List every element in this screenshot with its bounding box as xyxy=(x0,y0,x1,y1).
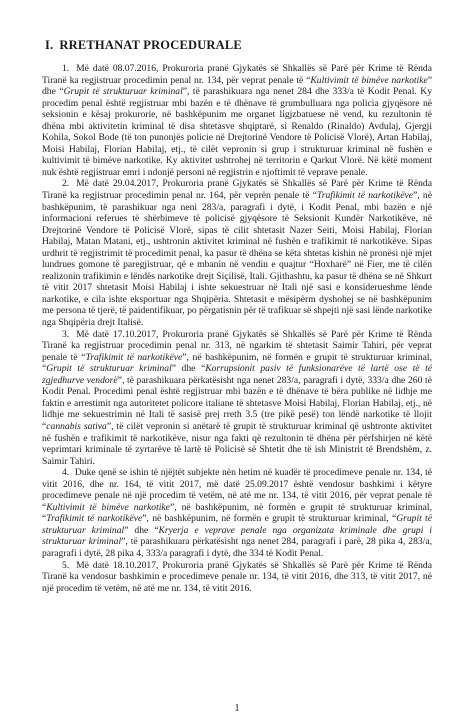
italic-quote: Trafikimit të narkotikëve xyxy=(46,513,143,525)
paragraph-number: 2. xyxy=(62,178,70,190)
paragraph-text: Duke qenë se ishin të njëjtët subjekte nën hetim në kuadër të procedimeve penale nr. 134, të vitit 2016, dhe nr. 164, të vitit 2017, më datë 25.09.2017 është vendosur bashkimi i këtyre procedimeve penale në një procedim të vetëm, në atë me nr. 134, të vitit 2016, për veprat penale të “ xyxy=(42,467,433,513)
paragraph-text: ” dhe “ xyxy=(171,363,206,375)
paragraph-number: 4. xyxy=(62,467,70,479)
paragraph-text: Më datë 29.04.2017, Prokuroria pranë Gjykatës së Shkallës së Parë për Krime të Rënda Tiranë ka regjistruar procedimin penal nr. 164, për veprën penale të “ xyxy=(42,178,432,202)
section-number: I. xyxy=(45,38,54,52)
paragraph-text: ”, të parashikuara përkatësisht nga nenet 283/a, paragrafi i dytë, 333/a dhe 260 të Kodit Penal. Procedimi penal është regjistruar mbi bazën e të dhënave të bëra publike në lidhje me faktin e arrestimit nga autoritetet policore italiane të shtetasve Moisi Habilaj, Florian Habilaj, etj., në lidhje me sekuestrimin në Itali të sasisë prej rreth 3.5 (tre pikë pesë) ton lëndë narkotike të llojit “ xyxy=(42,374,432,432)
section-heading xyxy=(42,38,432,53)
paragraph-2 xyxy=(42,178,432,328)
paragraph-4 xyxy=(42,467,432,559)
paragraph-number: 5. xyxy=(62,559,70,571)
italic-quote: Kryerja e veprave penale nga organizata kriminale dhe grupi i strukturuar kriminal xyxy=(42,524,433,548)
italic-quote: Trafikimit të narkotikëve xyxy=(85,351,183,363)
paragraph-1 xyxy=(42,63,432,178)
italic-quote: Korrupsionit pasiv të funksionarëve të lartë ose të të zgjedhurve vendorë xyxy=(42,363,433,386)
paragraph-text: ” dhe “ xyxy=(124,524,159,536)
paragraph-text: ”, në bashkëpunim, në formën e grupit të strukturuar kriminal, “ xyxy=(42,351,432,375)
italic-quote: Trafikimit të narkotikëve xyxy=(316,190,413,202)
paragraph-text: ” dhe “ xyxy=(42,74,432,98)
paragraph-text: Më datë 18.10.2017, Prokuroria pranë Gjykatës së Shkallës së Parë për Krime të Rënda Tiranë ka vendosur bashkimin e procedimeve penale nr. 134, të vitit 2016, dhe 313, të vitit 2017, në një procedim të vetëm, në atë me nr. 134, të vitit 2016. xyxy=(42,559,432,594)
paragraph-text: ”, në bashkëpunim, në formën e grupit të strukturuar kriminal, “ xyxy=(42,501,432,525)
paragraph-text: ”, në bashkëpunim, në formën e grupit të strukturuar kriminal, “ xyxy=(142,513,397,525)
paragraph-list xyxy=(42,63,432,594)
paragraph-text: Më datë 08.07.2016, Prokuroria pranë Gjykatës së Shkallës së Parë për Krime të Rënda Tiranë ka regjistruar procedimin penal nr. 134, për veprat penale të “ xyxy=(42,63,432,86)
italic-quote: Grupit të strukturuar kriminal xyxy=(42,513,432,536)
paragraph-text: ”, të cilët vepronin si anëtarë të grupit të strukturuar kriminal që ushtronte aktivitet në fushën e trafikimit të narkotikëve, nisur nga fakti që rezultonin të dhëna për përfshirjen në këtë veprimtari kriminale të zyrtarëve të lartë të Policisë së Shtetit dhe të ish Ministrit të Brendshëm, z. Saimir Tahiri. xyxy=(42,420,432,467)
paragraph-number: 1. xyxy=(62,63,70,74)
paragraph-text: ”, në bashkëpunim, të parashikuar nga neni 283/a, paragrafi i dytë, i Kodit Penal, mbi bazën e një informacioni referues të shërbimeve të policisë gjyqësore të Seksionit Kundër Narkotikëve, në Drejtorinë Vendore të Policisë Vlorë, sipas të cilit shtetasit Nazer Seiti, Moisi Habilaj, Florian Habilaj, Matan Matani, etj., ushtronin aktivitet kriminal në fushën e trafikimit të narkotikëve. Sipas urdhrit të regjistrimit të procedimit penal, ka pasur të dhëna se këta shtetas kishin në pronësi një mjet lundrues gomone të paregjistruar, që e mbanin në vendin e quajtur “Hoxharë” në Fier, me të cilën realizonin trafikimin e lëndës narkotike drejt Siçilisë, Itali. Gjithashtu, ka pasur të dhëna se në Shkurt të vitit 2017 shtetasit Moisi Habilaj i ishte sekuestruar në Itali një sasi e konsiderueshme lënde narkotike, e cila ishte eksportuar nga Shqipëria. Shtetasit e mësipërm dyshohej se në bashkëpunim me persona të tjerë, të paidentifikuar, po përgatisnin për të trafikuar së shpejti një sasi lënde narkotike nga Shqipëria drejt Italisë. xyxy=(42,190,432,329)
paragraph-text: ”, të parashikuara nga nenet 284 dhe 333/a të Kodit Penal. Ky procedim penal është regjistruar mbi bazën e të dhënave të grumbulluara nga policia gjyqësore në seksionin e kësaj prokurorie, në bashkëpunim me organet ligjzbatuese në vend, ku rezultonin të dhëna mbi aktivitetin kriminal të disa shtetasve shqiptarë, si Renaldo (Rinaldo) Avdulaj, Gjergji Kohila, Sokol Bode (të ton punonjës policie në Drejtorinë Vendore të Policisë Vlorë), Artan Habilaj, Moisi Habilaj, Florian Habilaj, etj., të cilët vepronin si grup i strukturuar kriminal në fushën e kultivimit të bimëve narkotike. Ky aktivitet ushtrohej në territorin e Qarkut Vlorë. Në këtë moment nuk është regjistruar emri i ndonjë personi në regjistrin e njoftimit të veprave penale. xyxy=(42,86,432,178)
paragraph-5 xyxy=(42,560,432,595)
italic-quote: Grupit të strukturuar kriminal xyxy=(63,86,183,98)
paragraph-3 xyxy=(42,329,432,468)
italic-quote: Kultivimit të bimëve narkotike xyxy=(310,74,428,86)
paragraph-number: 3. xyxy=(62,328,70,340)
italic-quote: cannabis sativa xyxy=(46,420,107,432)
section-title: RRETHANAT PROCEDURALE xyxy=(59,38,242,52)
page-number: 1 xyxy=(234,703,240,714)
italic-quote: Kultivimit të bimëve narkotike xyxy=(46,501,170,513)
paragraph-text: ”, të parashikuara përkatësisht nga nenet 284, paragrafi i parë, 28 pika 4, 283/a, paragrafi i dytë, 28 pika 4, 333/a paragrafi i dytë, dhe 334 të Kodit Penal. xyxy=(42,536,433,559)
paragraph-text: Më datë 17.10.2017, Prokuroria pranë Gjykatës së Shkallës së Parë për Krime të Rënda Tiranë ka regjistruar procedimin penal nr. 313, në ngarkim të shtetasit Saimir Tahiri, për veprat penale të “ xyxy=(42,328,432,363)
italic-quote: Grupit të strukturuar kriminal xyxy=(46,363,172,375)
